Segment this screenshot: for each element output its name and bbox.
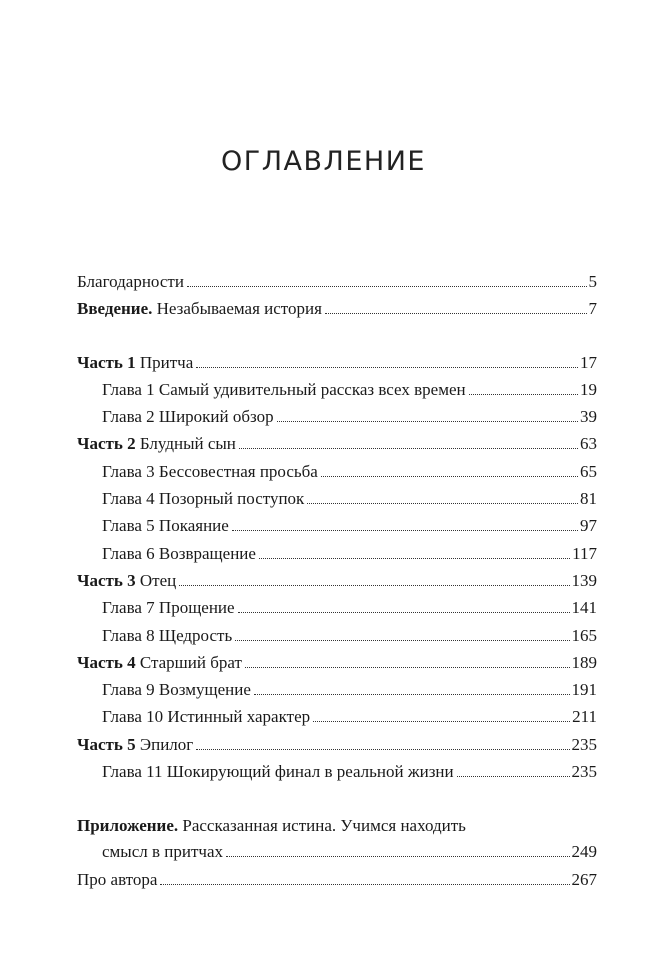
toc-entry-prefix: Часть 4 [77,652,136,672]
dot-leader [277,421,578,422]
table-of-contents [77,272,597,897]
toc-entry-label [77,571,176,591]
toc-entry-label: Глава 2 Широкий обзор [102,407,274,427]
dot-leader [469,394,578,395]
toc-page-number: 249 [571,842,597,862]
toc-entry-label: Глава 7 Прощение [102,598,235,618]
dot-leader [226,856,569,857]
dot-leader [235,640,569,641]
toc-entry-chapter-9[interactable] [77,680,597,707]
toc-entry-title: Притча [139,352,194,372]
toc-entry-chapter-8[interactable] [77,626,597,653]
toc-entry-prefix: Приложение. [77,816,179,836]
toc-entry-label: Глава 8 Щедрость [102,625,233,645]
dot-leader [196,367,578,368]
toc-entry-label [77,353,193,373]
toc-page-number: 211 [572,707,597,727]
toc-page-number: 139 [571,570,597,590]
dot-leader [238,612,570,613]
toc-entry-chapter-1[interactable] [77,380,597,407]
toc-page-number: 19 [580,379,597,399]
dot-leader [232,530,578,531]
toc-entry-chapter-5[interactable] [77,516,597,543]
toc-page-number: 141 [571,598,597,618]
toc-entry-label [77,653,242,673]
page-title: ОГЛАВЛЕНИЕ [221,146,426,177]
toc-entry-chapter-7[interactable] [77,598,597,625]
toc-entry-appendix[interactable] [77,816,597,842]
toc-page-number: 17 [580,352,597,372]
toc-page-number: 7 [588,299,597,319]
toc-entry-title: Старший брат [139,652,242,672]
dot-leader [457,776,570,777]
toc-entry-label: Глава 9 Возмущение [102,680,251,700]
toc-page-number: 5 [588,272,597,291]
toc-entry-label: Благодарности [77,272,184,291]
toc-entry-label: Глава 10 Истинный характер [102,707,311,727]
dot-leader [160,884,569,885]
toc-entry-part-1[interactable] [77,353,597,380]
toc-entry-prefix: Часть 5 [77,734,136,754]
toc-entry-prefix: Часть 2 [77,434,136,454]
toc-entry-part-4[interactable] [77,653,597,680]
dot-leader [321,476,578,477]
dot-leader [245,667,570,668]
toc-page-number: 63 [580,434,597,454]
toc-entry-chapter-6[interactable] [77,544,597,571]
toc-entry-label [77,434,236,454]
toc-entry-label: Про автора [77,869,158,889]
toc-page-number: 117 [572,543,597,563]
toc-entry-label [77,735,193,755]
toc-entry-label: Глава 1 Самый удивительный рассказ всех времен [102,379,466,399]
toc-entry-title: Эпилог [139,734,194,754]
toc-entry-part-2[interactable] [77,434,597,461]
toc-page-number: 39 [580,407,597,427]
toc-entry-chapter-10[interactable] [77,707,597,734]
toc-entry-chapter-2[interactable] [77,407,597,434]
toc-entry-label: Глава 11 Шокирующий финал в реальной жизни [102,762,454,782]
toc-entry-prefix: Введение. [77,299,153,319]
toc-entry-prefix: Часть 1 [77,352,136,372]
toc-page-number: 235 [571,762,597,782]
dot-leader [307,503,578,504]
toc-page-number: 97 [580,516,597,536]
toc-page-number: 267 [571,869,597,889]
dot-leader [179,585,569,586]
toc-entry-label: Глава 5 Покаяние [102,516,229,536]
toc-entry-introduction[interactable] [77,299,597,326]
dot-leader [313,721,570,722]
toc-entry-chapter-3[interactable] [77,462,597,489]
dot-leader [239,448,578,449]
toc-entry-title-continued: смысл в притчах [102,842,224,862]
toc-entry-title: Отец [139,570,177,590]
toc-page-number: 165 [571,625,597,645]
toc-entry-part-5[interactable] [77,735,597,762]
toc-entry-label: Глава 3 Бессовестная просьба [102,461,318,481]
toc-entry-chapter-11[interactable] [77,762,597,789]
toc-entry-appendix-continued[interactable] [77,842,597,869]
toc-entry-about-author[interactable] [77,870,597,897]
toc-entry-label: Глава 4 Позорный поступок [102,489,305,509]
toc-entry-label [77,299,322,319]
dot-leader [187,286,587,287]
toc-page-number: 191 [571,680,597,700]
dot-leader [254,694,570,695]
toc-page-number: 235 [571,734,597,754]
toc-page-number: 189 [571,652,597,672]
toc-entry-title: Рассказанная истина. Учимся находить [182,816,466,836]
dot-leader [259,558,570,559]
toc-entry-title: Блудный сын [139,434,236,454]
toc-page-number: 81 [580,489,597,509]
toc-entry-prefix: Часть 3 [77,570,136,590]
toc-entry-chapter-4[interactable] [77,489,597,516]
dot-leader [325,313,587,314]
toc-entry-title: Незабываемая история [156,299,322,319]
toc-entry-part-3[interactable] [77,571,597,598]
toc-page-number: 65 [580,461,597,481]
dot-leader [196,749,569,750]
toc-entry-label: Глава 6 Возвращение [102,543,256,563]
toc-entry-acknowledgements[interactable] [77,272,597,299]
